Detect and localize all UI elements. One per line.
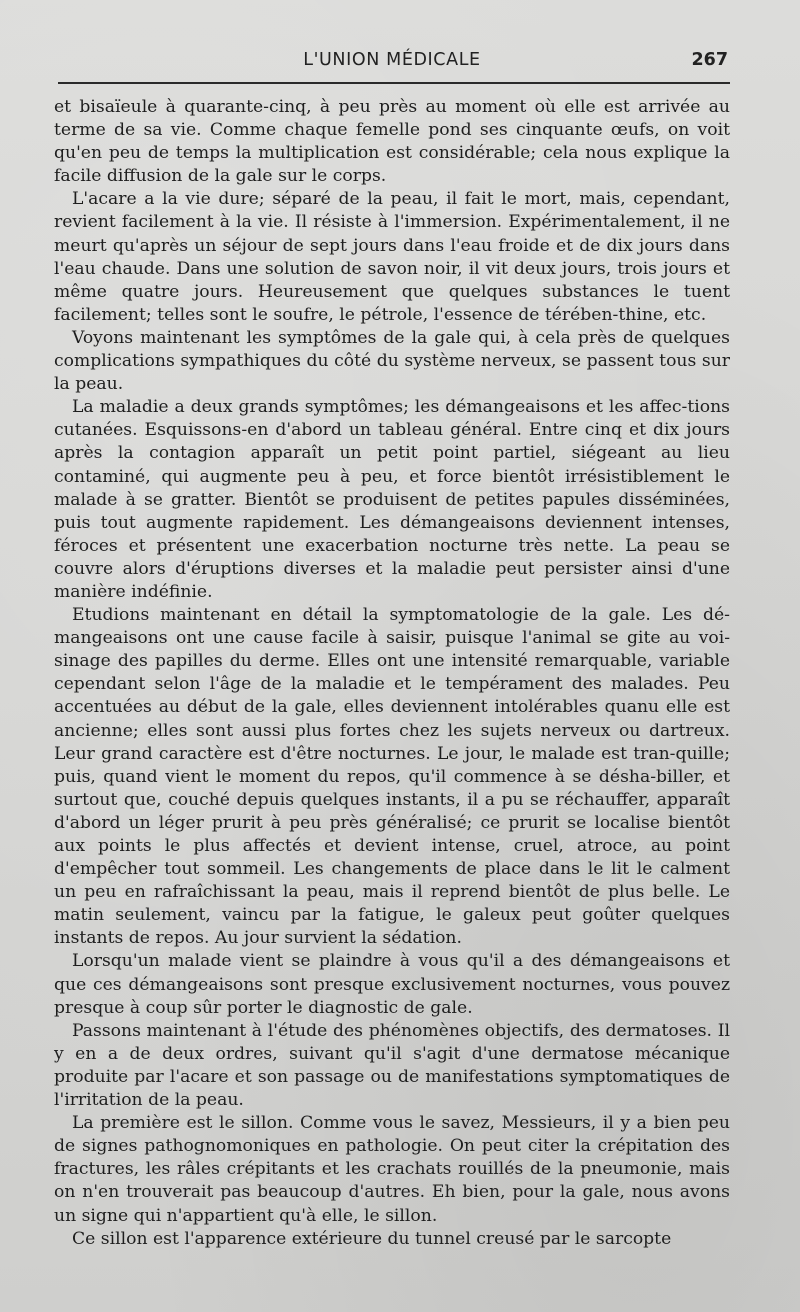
paragraph-2: L'acare a la vie dure; séparé de la peau, il fait le mort, mais, cependant, revient facilement à la vie. Il résiste à l'immersion. Expérimentalement, il ne meurt qu'après un séjour de sept jours dans l'eau froide et de dix jours dans l'eau chaude. Dans une solution de savon noir, il vit deux jours, trois jours et même quatre jours. Heureusement que quelques substances le tuent facilement; telles sont le soufre, le pétrole, l'essence de térében-thine, etc.	[54, 189, 730, 325]
paragraph-9: Ce sillon est l'apparence extérieure du tunnel creusé par le sarcopte	[72, 1228, 672, 1249]
paragraph-7: Passons maintenant à l'étude des phénomènes objectifs, des dermatoses. Il y en a de deux ordres, suivant qu'il s'agit d'une dermatose mécanique produite par l'acare et son passage ou de manifestations symptomatiques de l'irritation de la peau.	[54, 1020, 730, 1111]
body-text	[54, 96, 730, 1251]
running-title: L'UNION MÉDICALE	[303, 50, 481, 70]
header-rule	[58, 82, 730, 84]
page-number: 267	[691, 50, 728, 70]
page-header	[56, 46, 728, 76]
paragraph-5: Etudions maintenant en détail la symptomatologie de la gale. Les dé-mangeaisons ont une cause facile à saisir, puisque l'animal se gite au voi-sinage des papilles du derme. Elles ont une intensité remarquable, variable cependant selon l'âge de la maladie et le tempérament des malades. Peu accentuées au début de la gale, elles deviennent intolérables quanu elle est ancienne; elles sont aussi plus fortes chez les sujets nerveux ou dartreux. Leur grand caractère est d'être nocturnes. Le jour, le malade est tran-quille; puis, quand vient le moment du repos, qu'il commence à se désha-biller, et surtout que, couché depuis quelques instants, il a pu se réchauffer, apparaît d'abord un léger prurit à peu près généralisé; ce prurit se localise bientôt aux points le plus affectés et devient intense, cruel, atroce, au point d'empêcher tout sommeil. Les changements de place dans le lit le calment un peu en rafraîchissant la peau, mais il reprend bientôt de plus belle. Le matin seulement, vaincu par la fatigue, le galeux peut goûter quelques instants de repos. Au jour survient la sédation.	[54, 605, 730, 949]
paragraph-1: et bisaïeule à quarante-cinq, à peu près au moment où elle est arrivée au terme de sa vie. Comme chaque femelle pond ses cinquante œufs, on voit qu'en peu de temps la multiplication est considérable; cela nous explique la facile diffusion de la gale sur le corps.	[54, 97, 730, 187]
paragraph-8: La première est le sillon. Comme vous le savez, Messieurs, il y a bien peu de signes pathognomoniques en pathologie. On peut citer la crépitation des fractures, les râles crépitants et les crachats rouillés de la pneumonie, mais on n'en trouverait pas beaucoup d'autres. Eh bien, pour la gale, nous avons un signe qui n'appartient qu'à elle, le sillon.	[54, 1113, 730, 1226]
paragraph-4: La maladie a deux grands symptômes; les démangeaisons et les affec-tions cutanées. Esquissons-en d'abord un tableau général. Entre cinq et dix jours après la contagion apparaît un petit point partiel, siégeant au lieu contaminé, qui augmente peu à peu, et force bientôt irrésistiblement le malade à se gratter. Bientôt se produisent de petites papules disséminées, puis tout augmente rapidement. Les démangeaisons deviennent intenses, féroces et présentent une exacerbation nocturne très nette. La peau se couvre alors d'éruptions diverses et la maladie peut persister ainsi d'une manière indéfinie.	[54, 397, 730, 602]
paragraph-3: Voyons maintenant les symptômes de la gale qui, à cela près de quelques complications sympathiques du côté du système nerveux, se passent tous sur la peau.	[54, 327, 730, 395]
paragraph-6: Lorsqu'un malade vient se plaindre à vous qu'il a des démangeaisons et que ces démangeaisons sont presque exclusivement nocturnes, vous pouvez presque à coup sûr porter le diagnostic de gale.	[54, 951, 730, 1018]
